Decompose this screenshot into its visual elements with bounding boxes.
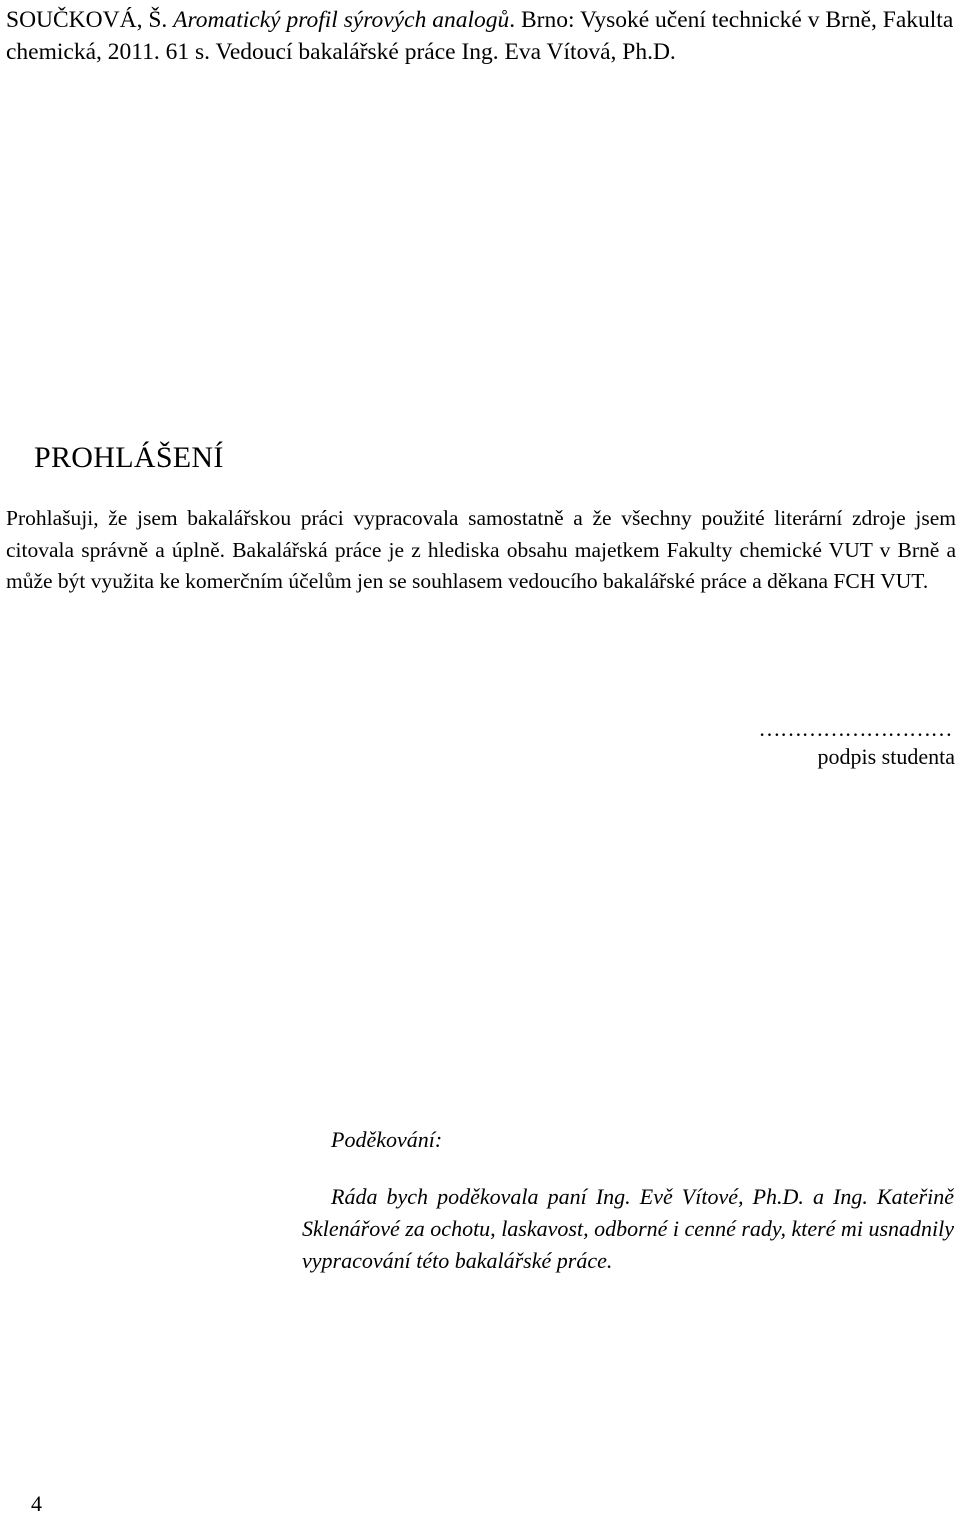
citation-title: Aromatický profil sýrových analogů: [173, 7, 510, 33]
citation-suffix: . Brno: Vysoké učení technické v Brně, Fakulta chemická, 2011. 61 s. Vedoucí bakalářské práce Ing. Eva Vítová, Ph.D.: [6, 7, 954, 65]
citation: [6, 4, 956, 68]
declaration-heading: PROHLÁŠENÍ: [34, 441, 224, 474]
signature-label: podpis studenta: [817, 744, 955, 769]
acknowledgement-title: Poděkování:: [331, 1127, 443, 1152]
page-number: 4: [31, 1491, 42, 1516]
declaration-text: Prohlašuji, že jsem bakalářskou práci vypracovala samostatně a že všechny použité literární zdroje jsem citovala správně a úplně. Bakalářská práce je z hlediska obsahu majetkem Fakulty chemické VUT v Brně a může být využita ke komerčním účelům jen se souhlasem vedoucího bakalářské práce a děkana FCH VUT.: [6, 506, 956, 593]
citation-prefix: SOUČKOVÁ, Š.: [6, 7, 174, 33]
signature-line: ………………………: [758, 716, 952, 741]
acknowledgement-text: Ráda bych poděkovala paní Ing. Evě Vítové, Ph.D. a Ing. Kateřině Sklenářové za ochotu, laskavost, odborné i cenné rady, které mi usnadnily vypracování této bakalářské práce.: [302, 1184, 954, 1273]
